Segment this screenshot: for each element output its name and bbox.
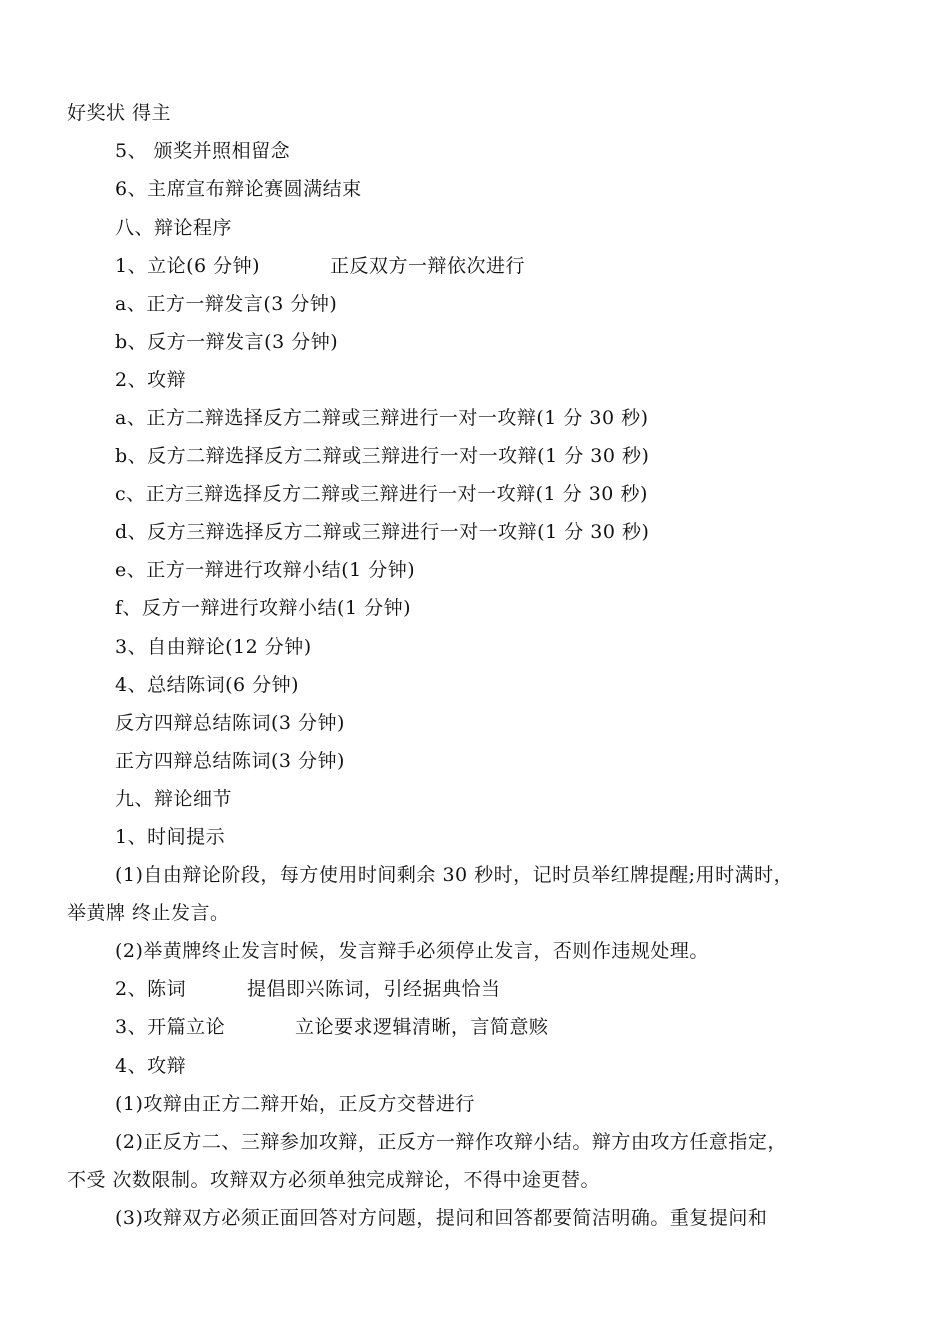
- text-line: 2、攻辩: [115, 369, 187, 391]
- text-line: 举黄牌 终止发言。: [67, 902, 230, 924]
- text-line: (1)自由辩论阶段，每方使用时间剩余 30 秒时，记时员举红牌提醒;用时满时，: [115, 864, 794, 886]
- text-line: 4、总结陈词(6 分钟): [115, 674, 300, 696]
- text-line: c、正方三辩选择反方二辩或三辩进行一对一攻辩(1 分 30 秒): [115, 483, 648, 505]
- text-line: a、正方一辩发言(3 分钟): [115, 293, 338, 315]
- text-line-aside: 提倡即兴陈词，引经据典恰当: [247, 978, 501, 1000]
- text-line: (1)攻辩由正方二辩开始，正反方交替进行: [115, 1093, 475, 1115]
- text-line: d、反方三辩选择反方二辩或三辩进行一对一攻辩(1 分 30 秒): [115, 521, 650, 543]
- text-line: 3、自由辩论(12 分钟): [115, 636, 312, 658]
- text-line: 5、 颁奖并照相留念: [115, 140, 291, 162]
- text-line-aside: 正反双方一辩依次进行: [330, 255, 526, 277]
- text-line: (2)举黄牌终止发言时候，发言辩手必须停止发言，否则作违规处理。: [115, 940, 709, 962]
- text-line: b、反方二辩选择反方二辩或三辩进行一对一攻辩(1 分 30 秒): [115, 445, 650, 467]
- text-line: 不受 次数限制。攻辩双方必须单独完成辩论，不得中途更替。: [67, 1169, 601, 1191]
- text-line: 3、开篇立论: [115, 1016, 226, 1038]
- text-line: (3)攻辩双方必须正面回答对方问题，提问和回答都要简洁明确。重复提问和: [115, 1207, 768, 1229]
- section-heading: 八、辩论程序: [115, 217, 233, 239]
- text-line: 4、攻辩: [115, 1055, 187, 1077]
- text-line: b、反方一辩发言(3 分钟): [115, 331, 339, 353]
- text-line: (2)正反方二、三辩参加攻辩，正反方一辩作攻辩小结。辩方由攻方任意指定，: [115, 1131, 787, 1153]
- text-line: 反方四辩总结陈词(3 分钟): [115, 712, 345, 734]
- text-line: a、正方二辩选择反方二辩或三辩进行一对一攻辩(1 分 30 秒): [115, 407, 649, 429]
- text-line: 1、时间提示: [115, 826, 226, 848]
- text-line-aside: 立论要求逻辑清晰，言简意赅: [295, 1016, 549, 1038]
- text-line: 正方四辩总结陈词(3 分钟): [115, 750, 345, 772]
- text-line: 1、立论(6 分钟): [115, 255, 261, 277]
- section-heading: 九、辩论细节: [115, 788, 233, 810]
- text-line: f、反方一辩进行攻辩小结(1 分钟): [115, 597, 411, 619]
- text-line: 6、主席宣布辩论赛圆满结束: [115, 178, 362, 200]
- text-line: 2、陈词: [115, 978, 187, 1000]
- text-line: 好奖状 得主: [67, 102, 172, 124]
- text-line: e、正方一辩进行攻辩小结(1 分钟): [115, 559, 416, 581]
